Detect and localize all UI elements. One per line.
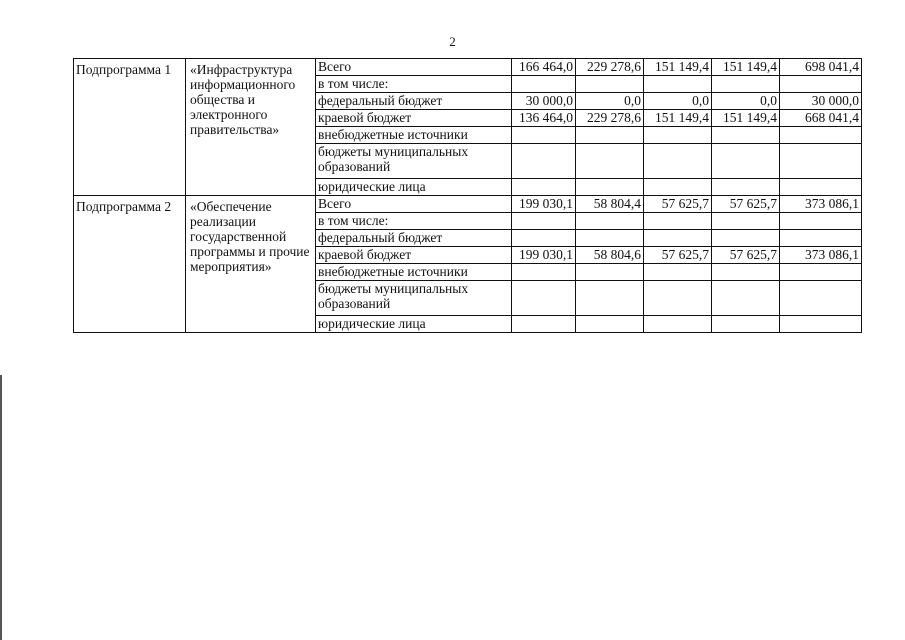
amount-cell	[644, 213, 712, 230]
amount-cell: 57 625,7	[712, 196, 780, 213]
amount-cell	[712, 144, 780, 179]
funding-source: краевой бюджет	[316, 247, 512, 264]
amount-cell	[780, 144, 862, 179]
table-row	[74, 59, 862, 76]
amount-cell: 57 625,7	[644, 196, 712, 213]
amount-cell	[576, 316, 644, 333]
funding-source: в том числе:	[316, 76, 512, 93]
amount-cell	[512, 316, 576, 333]
amount-cell	[512, 230, 576, 247]
amount-cell	[512, 213, 576, 230]
amount-cell	[780, 179, 862, 196]
amount-cell: 199 030,1	[512, 247, 576, 264]
amount-cell	[512, 76, 576, 93]
amount-cell	[712, 179, 780, 196]
amount-cell: 0,0	[644, 93, 712, 110]
amount-cell	[780, 316, 862, 333]
amount-cell	[780, 281, 862, 316]
amount-cell: 698 041,4	[780, 59, 862, 76]
amount-cell	[712, 316, 780, 333]
amount-cell: 229 278,6	[576, 59, 644, 76]
amount-cell	[780, 213, 862, 230]
amount-cell	[712, 230, 780, 247]
amount-cell: 0,0	[712, 93, 780, 110]
amount-cell	[576, 144, 644, 179]
funding-source: юридические лица	[316, 179, 512, 196]
funding-source: юридические лица	[316, 316, 512, 333]
amount-cell	[512, 281, 576, 316]
amount-cell: 57 625,7	[712, 247, 780, 264]
funding-source: в том числе:	[316, 213, 512, 230]
amount-cell: 151 149,4	[712, 59, 780, 76]
amount-cell	[644, 76, 712, 93]
amount-cell	[780, 230, 862, 247]
amount-cell	[576, 76, 644, 93]
scan-edge-line	[0, 375, 2, 640]
amount-cell: 151 149,4	[712, 110, 780, 127]
amount-cell	[644, 230, 712, 247]
amount-cell	[780, 127, 862, 144]
amount-cell	[576, 213, 644, 230]
funding-source: краевой бюджет	[316, 110, 512, 127]
funding-source: федеральный бюджет	[316, 230, 512, 247]
amount-cell	[576, 179, 644, 196]
amount-cell: 199 030,1	[512, 196, 576, 213]
amount-cell	[576, 281, 644, 316]
amount-cell: 58 804,4	[576, 196, 644, 213]
amount-cell: 166 464,0	[512, 59, 576, 76]
amount-cell: 30 000,0	[512, 93, 576, 110]
amount-cell	[780, 76, 862, 93]
amount-cell	[780, 264, 862, 281]
subprogram-label: Подпрограмма 2	[74, 196, 186, 333]
amount-cell	[644, 179, 712, 196]
amount-cell: 0,0	[576, 93, 644, 110]
funding-source: внебюджетные источники	[316, 127, 512, 144]
amount-cell	[512, 179, 576, 196]
amount-cell	[644, 316, 712, 333]
amount-cell	[712, 127, 780, 144]
amount-cell	[644, 127, 712, 144]
subprogram-title: «Обеспечение реализации государственной программы и прочие мероприятия»	[186, 196, 316, 333]
amount-cell	[576, 230, 644, 247]
amount-cell	[512, 144, 576, 179]
amount-cell	[644, 144, 712, 179]
subprogram-title: «Инфраструктура информационного общества и электронного правительства»	[186, 59, 316, 196]
amount-cell: 136 464,0	[512, 110, 576, 127]
amount-cell: 151 149,4	[644, 59, 712, 76]
amount-cell	[512, 127, 576, 144]
amount-cell	[712, 281, 780, 316]
funding-source: Всего	[316, 196, 512, 213]
amount-cell: 373 086,1	[780, 247, 862, 264]
funding-source: внебюджетные источники	[316, 264, 512, 281]
amount-cell: 57 625,7	[644, 247, 712, 264]
amount-cell	[712, 76, 780, 93]
amount-cell	[644, 281, 712, 316]
funding-source: бюджеты муниципальных образований	[316, 144, 512, 179]
subprogram-label: Подпрограмма 1	[74, 59, 186, 196]
amount-cell	[576, 127, 644, 144]
funding-source: бюджеты муниципальных образований	[316, 281, 512, 316]
amount-cell: 668 041,4	[780, 110, 862, 127]
amount-cell: 373 086,1	[780, 196, 862, 213]
amount-cell	[512, 264, 576, 281]
amount-cell: 58 804,6	[576, 247, 644, 264]
page-number: 2	[449, 34, 456, 49]
amount-cell: 30 000,0	[780, 93, 862, 110]
amount-cell	[712, 213, 780, 230]
funding-source: Всего	[316, 59, 512, 76]
amount-cell: 229 278,6	[576, 110, 644, 127]
budget-table-body	[74, 59, 862, 333]
amount-cell	[576, 264, 644, 281]
amount-cell: 151 149,4	[644, 110, 712, 127]
amount-cell	[644, 264, 712, 281]
funding-source: федеральный бюджет	[316, 93, 512, 110]
budget-table	[73, 58, 862, 333]
amount-cell	[712, 264, 780, 281]
table-row	[74, 196, 862, 213]
